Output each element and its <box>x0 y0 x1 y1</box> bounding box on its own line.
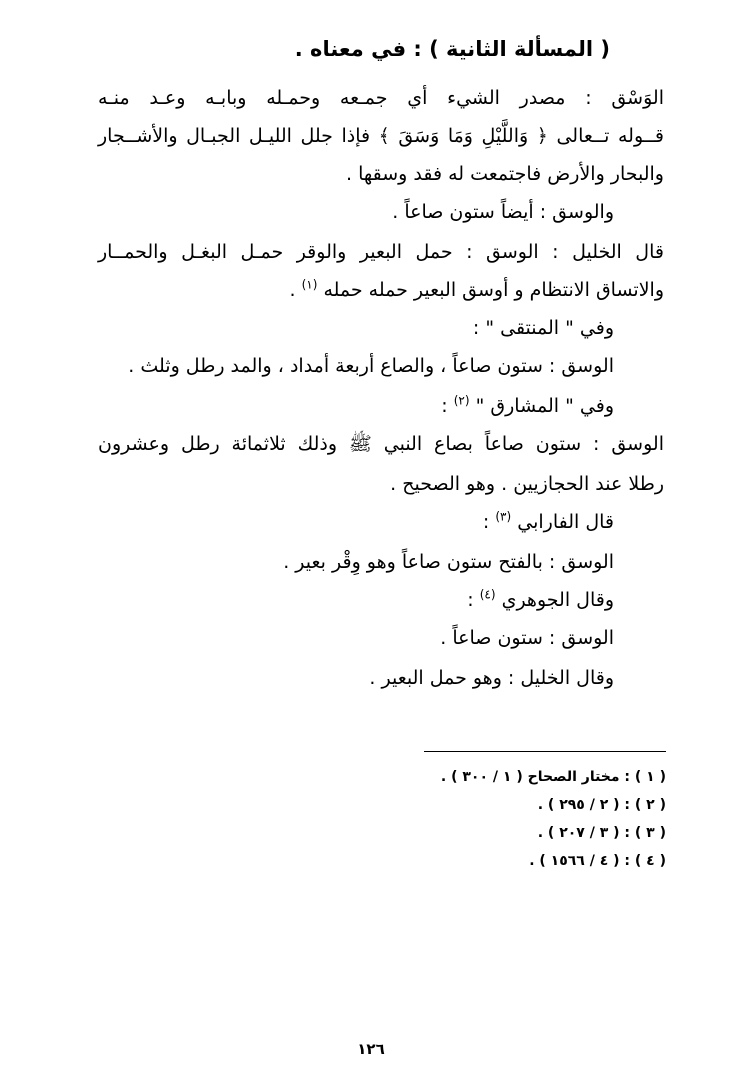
footnote-ref: (٣) <box>495 509 512 524</box>
footnote: ( ١ ) : مختار الصحاح ( ١ / ٣٠٠ ) . <box>440 769 666 785</box>
text-run: قــوله تــعالى <box>556 125 664 147</box>
text-run: : <box>482 511 490 533</box>
paragraph-line: وفي " المنتقى " : <box>472 317 614 339</box>
page-number: ١٢٦ <box>357 1040 385 1058</box>
text-run: فإذا جلل الليـل الجبـال والأشــجار <box>98 125 371 147</box>
paragraph-line <box>467 586 614 614</box>
footnote: ( ٢ ) : ( ٢ / ٢٩٥ ) . <box>537 797 666 813</box>
text-run: . <box>289 279 296 301</box>
footnote-divider <box>424 751 666 752</box>
footnote: ( ٣ ) : ( ٣ / ٢٠٧ ) . <box>537 825 666 841</box>
paragraph-line: الوسق : بالفتح ستون صاعاً وهو وِقْر بعير . <box>283 551 614 573</box>
paragraph-line: قال الخليل : الوسق : حمل البعير والوقر حمـل البغـل والحمــار <box>98 241 664 263</box>
paragraph-line <box>98 122 664 150</box>
paragraph-line: الوسق : ستون صاعاً . <box>440 627 614 649</box>
paragraph-line: الوَسْق : مصدر الشيء أي جمـعه وحمـله وبابـه وعـد منـه <box>98 87 664 109</box>
quran-verse: ﴿ وَاللَّيْلِ وَمَا وَسَقَ ﴾ <box>378 125 548 147</box>
paragraph-line: والوسق : أيضاً ستون صاعاً . <box>392 201 614 223</box>
text-run: والاتساق الانتظام و أوسق البعير حمله حمله <box>323 279 664 301</box>
text-run: قال الفارابي <box>517 511 614 533</box>
paragraph-line: والبحار والأرض فاجتمعت له فقد وسقها . <box>346 163 664 185</box>
paragraph-line: الوسق : ستون صاعاً ، والصاع أربعة أمداد ، والمد رطل وثلث . <box>128 355 614 377</box>
paragraph-line <box>441 392 614 420</box>
footnote: ( ٤ ) : ( ٤ / ١٥٦٦ ) . <box>529 853 666 869</box>
footnote-ref: (٢) <box>453 393 470 408</box>
text-run: وقال الجوهري <box>501 589 614 611</box>
paragraph-line <box>483 508 614 536</box>
text-run: : <box>467 589 474 611</box>
section-heading: ( المسألة الثانية ) : في معناه . <box>294 37 610 61</box>
footnote-ref: (٤) <box>479 587 496 602</box>
paragraph-line: الوسق : ستون صاعاً بصاع النبي ﷺ وذلك ثلاثمائة رطل وعشرون <box>98 433 664 455</box>
paragraph-line: وقال الخليل : وهو حمل البعير . <box>369 667 614 689</box>
footnote-ref: (١) <box>301 277 318 292</box>
text-run: : <box>441 395 448 417</box>
text-run: وفي " المشارق " <box>475 395 614 417</box>
paragraph-line: رطلا عند الحجازيين . وهو الصحيح . <box>390 473 664 495</box>
paragraph-line <box>289 276 664 304</box>
